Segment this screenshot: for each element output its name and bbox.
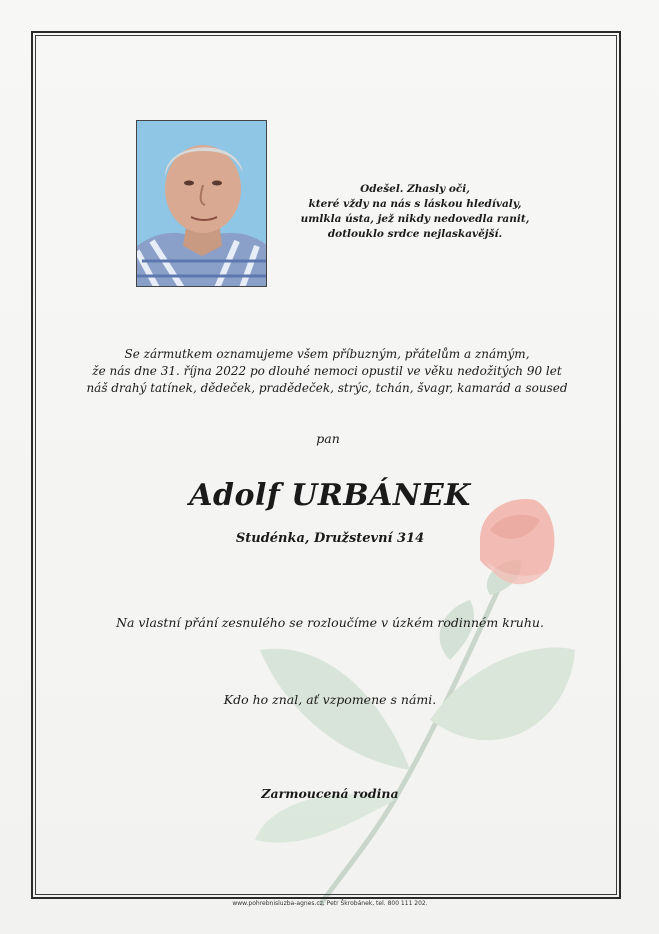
address: Studénka, Družstevní 314 [235,531,425,546]
poem-line: které vždy na nás s láskou hledívaly, [308,198,522,210]
deceased-name: Adolf URBÁNEK [189,478,471,513]
poem-line: umlkla ústa, jež nikdy nedovedla ranit, [300,213,530,225]
announcement-line: Se zármutkem oznamujeme všem příbuzným, přátelům a známým, [124,347,530,361]
funeral-wish: Na vlastní přání zesnulého se rozloučíme v úzkém rodinném kruhu. [116,615,544,630]
poem-line: dotlouklo srdce nejlaskavější. [327,228,503,240]
remember-line: Kdo ho znal, ať vzpomene s námi. [223,692,437,707]
poem-block [300,182,530,242]
footer-contact: www.pohrebnisluzba-agnes.cz, Petr Škrobánek, tel. 800 111 202. [232,900,428,907]
signature: Zarmoucená rodina [261,786,399,801]
announcement-line: že nás dne 31. října 2022 po dlouhé nemoci opustil ve věku nedožitých 90 let [92,364,562,378]
poem-line: Odešel. Zhasly oči, [360,183,470,195]
announcement-block [60,346,594,397]
title-word: pan [316,431,340,446]
portrait-photo [136,120,267,287]
inner-frame [35,35,617,895]
announcement-line: náš drahý tatínek, dědeček, pradědeček, strýc, tchán, švagr, kamarád a soused [86,381,568,395]
